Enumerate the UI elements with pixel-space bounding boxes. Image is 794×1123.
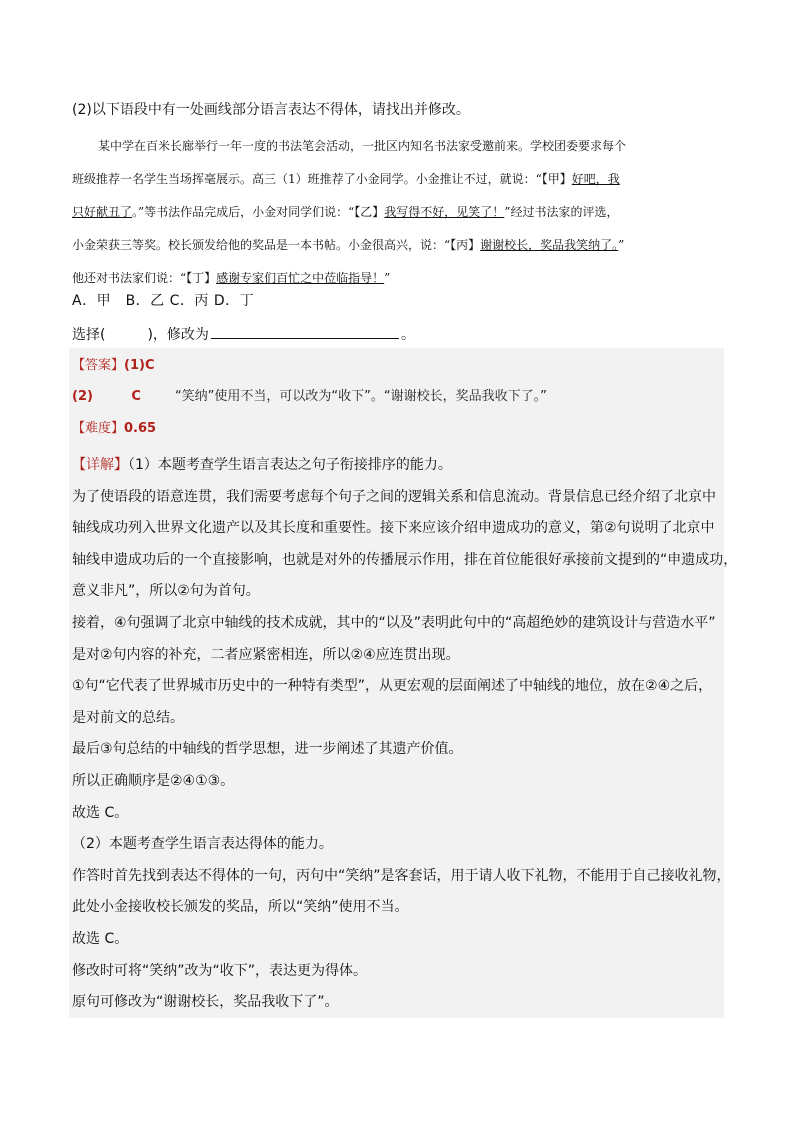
choose-prefix: 选择( )，修改为 [72, 327, 209, 343]
detail-line: 此处小金接收校长颁发的奖品，所以“笑纳”使用不当。 [72, 899, 409, 916]
detail-section [72, 450, 738, 1019]
detail-line: 最后③句总结的中轴线的哲学思想，进一步阐述了其遗产价值。 [72, 741, 463, 758]
detail-line: 所以正确顺序是②④①③。 [72, 772, 235, 789]
detail-line: 轴线成功列入世界文化遗产以及其长度和重要性。接下来应该介绍申遗成功的意义，第②句说明了北京中 [72, 520, 715, 537]
answer-part2-text: “笑纳”使用不当，可以改为“收下”。“谢谢校长，奖品我收下了。” [174, 389, 547, 404]
fill-in-line [72, 323, 415, 346]
passage-text: 。”等书法作品完成后，小金对同学们说：“【乙】 [132, 205, 385, 219]
passage-text: 他还对书法家们说：“【丁】 [72, 271, 217, 285]
detail-line: 接着，④句强调了北京中轴线的技术成就，其中的“以及”表明此句中的“高超绝妙的建筑设计与营造水平” [72, 614, 716, 631]
passage-line-4 [72, 229, 724, 262]
detail-line: 是对②句内容的补充，二者应紧密相连，所以②④应连贯出现。 [72, 646, 460, 663]
difficulty-label: 【难度】 [72, 421, 125, 436]
answer-part2-choice: C [131, 389, 141, 404]
underlined-jia-cont: 只好献丑了 [72, 205, 133, 219]
detail-text: （1）本题考查学生语言表达之句子衔接排序的能力。 [128, 457, 452, 473]
answer-blank[interactable] [211, 323, 399, 339]
detail-line: 轴线申遗成功后的一个直接影响，也就是对外的传播展示作用，排在首位能很好承接前文提到的“申遗成功， [72, 551, 738, 568]
choose-suffix: 。 [400, 327, 415, 343]
answer-line-1 [72, 356, 154, 376]
underlined-yi: 我写得不好，见笑了！ [384, 205, 505, 219]
answer-label: 【答案】 [72, 358, 125, 373]
passage-line-1: 某中学在百米长廊举行一年一度的书法笔会活动，一批区内知名书法家受邀前来。学校团委要求每个 [98, 139, 627, 153]
underlined-ding: 感谢专家们百忙之中莅临指导！ [216, 271, 385, 285]
difficulty-value: 0.65 [124, 421, 157, 436]
passage-text: 班级推荐一名学生当场挥毫展示。高三（1）班推荐了小金同学。小金推让不过，就说：“【甲】 [72, 172, 572, 186]
detail-line: 为了使语段的语意连贯，我们需要考虑每个句子之间的逻辑关系和信息流动。背景信息已经介绍了北京中 [72, 488, 716, 505]
underlined-jia: 好吧，我 [571, 172, 620, 186]
passage-text: ” [618, 238, 625, 252]
detail-line [72, 450, 732, 482]
detail-line: 作答时首先找到表达不得体的一句，丙句中“笑纳”是客套话，用于请人收下礼物，不能用于自己接收礼物， [72, 867, 731, 884]
detail-line: （2）本题考查学生语言表达得体的能力。 [72, 836, 333, 853]
underlined-bing: 谢谢校长，奖品我笑纳了。 [480, 238, 619, 252]
question-title: (2)以下语段中有一处画线部分语言表达不得体，请找出并修改。 [72, 102, 470, 118]
passage-text: 小金荣获三等奖。校长颁发给他的奖品是一本书帖。小金很高兴，说：“【丙】 [72, 238, 481, 252]
passage-text: ” [384, 271, 391, 285]
answer-part2-num: (2) [72, 389, 93, 404]
difficulty-line [72, 419, 156, 439]
passage-text: ”经过书法家的评选， [504, 205, 619, 219]
detail-line: 故选 C。 [72, 930, 129, 947]
answer-line-2 [72, 387, 712, 407]
passage-line-2 [72, 163, 724, 196]
passage [72, 130, 724, 295]
detail-line: 故选 C。 [72, 804, 129, 821]
detail-label: 【详解】 [72, 457, 128, 473]
answer-options: A．甲 B．乙 C．丙 D．丁 [72, 293, 255, 309]
detail-line: 是对前文的总结。 [72, 709, 184, 726]
detail-line: ①句“它代表了世界城市历史中的一种特有类型”，从更宏观的层面阐述了中轴线的地位，放在②④之后， [72, 678, 713, 695]
detail-line: 修改时可将“笑纳”改为“收下”，表达更为得体。 [72, 962, 368, 979]
detail-line: 意义非凡”，所以②句为首句。 [72, 583, 260, 600]
passage-line-3 [72, 196, 724, 229]
answer-part1: (1)C [124, 358, 155, 373]
detail-line: 原句可修改为“谢谢校长，奖品我收下了”。 [72, 994, 339, 1011]
